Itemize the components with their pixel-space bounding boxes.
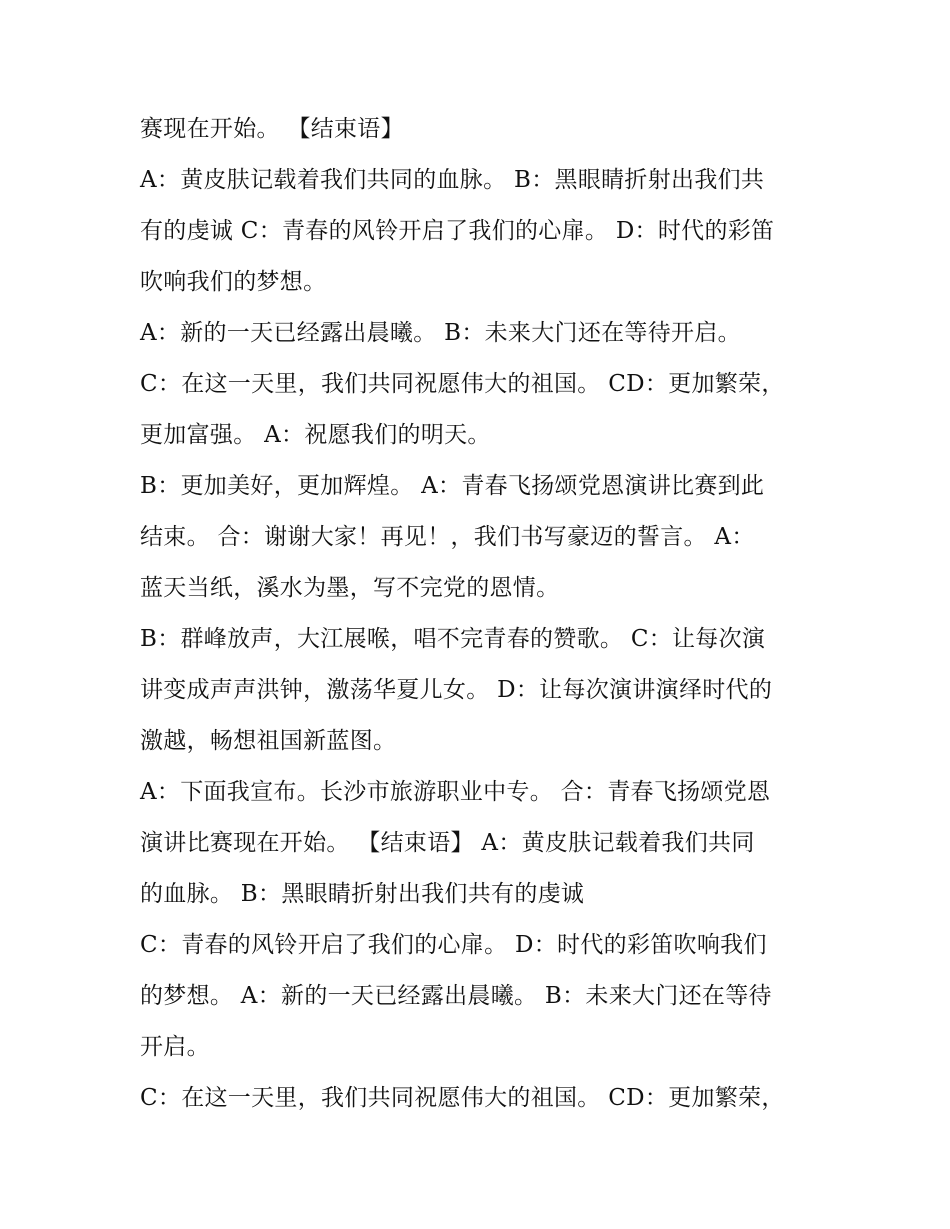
text-line: 吹响我们的梦想。 xyxy=(140,269,327,295)
text-line: 赛现在开始。 【结束语】 xyxy=(140,116,404,142)
text-line: C：青春的风铃开启了我们的心扉。 D：时代的彩笛吹响我们 xyxy=(140,932,767,958)
text-line: A：新的一天已经露出晨曦。 B：未来大门还在等待开启。 xyxy=(140,320,741,346)
text-line: 的梦想。 A：新的一天已经露出晨曦。 B：未来大门还在等待 xyxy=(140,983,772,1009)
text-line: C：在这一天里，我们共同祝愿伟大的祖国。 CD：更加繁荣， xyxy=(140,1085,785,1111)
text-line: 开启。 xyxy=(140,1034,210,1060)
text-line: B：群峰放声，大江展喉，唱不完青春的赞歌。 C：让每次演 xyxy=(140,626,766,652)
text-line: 演讲比赛现在开始。 【结束语】 A：黄皮肤记载着我们共同 xyxy=(140,830,755,856)
text-line: 结束。 合：谢谢大家！再见！，我们书写豪迈的誓言。 A： xyxy=(140,524,755,550)
text-line: A：下面我宣布。长沙市旅游职业中专。 合：青春飞扬颂党恩 xyxy=(140,779,771,805)
text-line: C：在这一天里，我们共同祝愿伟大的祖国。 CD：更加繁荣， xyxy=(140,371,785,397)
text-line: A：黄皮肤记载着我们共同的血脉。 B：黑眼睛折射出我们共 xyxy=(140,167,765,193)
text-line: 更加富强。 A：祝愿我们的明天。 xyxy=(140,422,491,448)
text-line: B：更加美好，更加辉煌。 A：青春飞扬颂党恩演讲比赛到此 xyxy=(140,473,765,499)
body-text xyxy=(140,104,840,1124)
text-line: 的血脉。 B：黑眼睛折射出我们共有的虔诚 xyxy=(140,881,585,907)
text-line: 有的虔诚 C：青春的风铃开启了我们的心扉。 D：时代的彩笛 xyxy=(140,218,775,244)
text-line: 讲变成声声洪钟，激荡华夏儿女。 D：让每次演讲演绎时代的 xyxy=(140,677,773,703)
text-line: 激越，畅想祖国新蓝图。 xyxy=(140,728,397,754)
text-line: 蓝天当纸，溪水为墨，写不完党的恩情。 xyxy=(140,575,560,601)
